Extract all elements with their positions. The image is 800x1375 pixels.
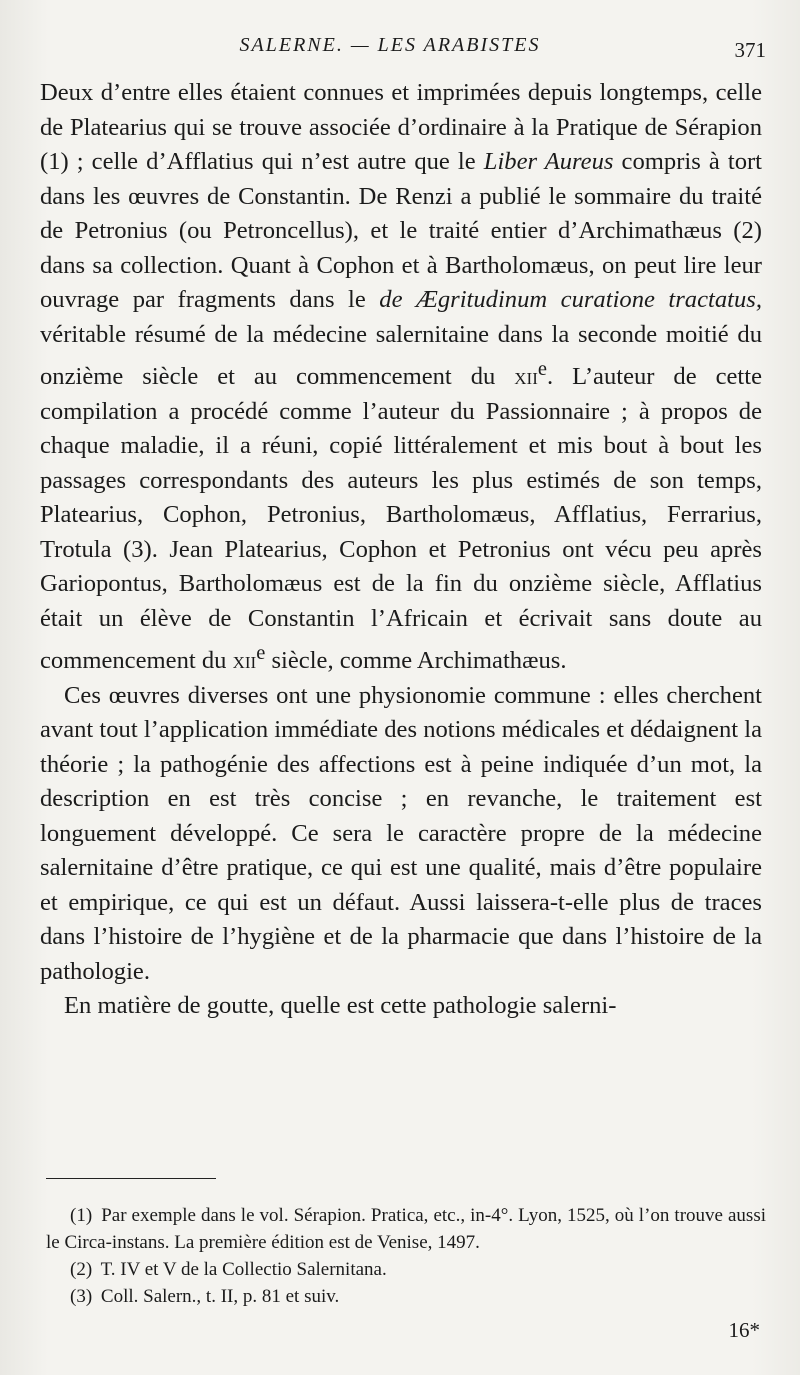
text-run: e bbox=[537, 358, 547, 380]
text-run: Deux d’entre elles étaient connues et imprimées depuis longtemps, celle de Platearius qui se trouve associée d’ordinaire à la Pratique de Sérapion (1) ; celle d’Afflatius qui n’est autre que le bbox=[40, 79, 762, 175]
text-run: . L’auteur de cette compilation a procédé comme l’auteur du Passionnaire ; à propos de chaque maladie, il a réuni, copié littéralement et mis bout à bout les passages correspondants des auteurs les plus estimés de son temps, Platearius, Cophon, Petronius, Bartholomæus, Afflatius, Ferrarius, Trotula (3). Jean Platearius, Cophon et Petronius ont vécu peu après Gariopontus, Bartholomæus est de la fin du onzième siècle, Afflatius était un élève de Constantin l’Africain et écrivait sans doute au commencement du bbox=[40, 363, 762, 675]
italic-text: Liber Aureus bbox=[483, 148, 614, 175]
page-number: 371 bbox=[734, 38, 766, 62]
footnote-number: (1) bbox=[70, 1205, 93, 1226]
footnote-number: (3) bbox=[70, 1286, 93, 1307]
footnote-text: T. IV et V de la Collectio Salernitana. bbox=[96, 1259, 387, 1280]
text-run: xii bbox=[232, 647, 257, 675]
signature-mark: 16* bbox=[728, 1318, 760, 1342]
footnote-number: (2) bbox=[70, 1259, 93, 1280]
footnote-text: Coll. Salern., t. II, p. 81 et suiv. bbox=[96, 1286, 340, 1307]
text-run: compris à tort dans les œuvres de Constantin. De Renzi a publié le sommaire du traité de Petronius (ou Petroncellus), et le traité entier d’Archimathæus (2) dans sa collection. Quant à Cophon et à Bartholomæus, on peut lire leur ouvrage par fragments dans le bbox=[40, 148, 763, 313]
paragraph bbox=[40, 989, 762, 1024]
running-title: SALERNE. — LES ARABISTES bbox=[239, 34, 541, 56]
main-text bbox=[40, 76, 762, 1024]
paragraph bbox=[40, 679, 762, 990]
text-run: siècle, comme Archimathæus. bbox=[265, 647, 567, 675]
text-run: e bbox=[256, 642, 266, 665]
text-run: Ces œuvres diverses ont une physionomie commune : elles cherchent avant tout l’application immédiate des notions médicales et dédaignent la théorie ; la pathogénie des affections est à peine indiquée d’un mot, la description en est très concise ; en revanche, le traitement est longuement développé. Ce sera le caractère propre de la médecine salernitaine d’être pratique, ce qui est une qualité, mais d’être populaire et empirique, ce qui est un défaut. Aussi laissera-t-elle plus de traces dans l’histoire de l’hygiène et de la pharmacie que dans l’histoire de la pathologie. bbox=[40, 681, 762, 985]
italic-text: de Ægritudinum curatione tractatus, bbox=[379, 286, 762, 313]
text-run: véritable résumé de la médecine salernitaine dans la seconde moitié du onzième siècle et au commencement du bbox=[40, 320, 762, 391]
footnote-text: Par exemple dans le vol. Sérapion. Pratica, etc., in-4°. Lyon, 1525, où l’on trouve aussi le Circa-instans. La première édition est de Venise, 1497. bbox=[46, 1205, 766, 1253]
text-run: En matière de goutte, quelle est cette pathologie salerni- bbox=[64, 992, 617, 1020]
footnote bbox=[46, 1202, 766, 1256]
footnote-divider bbox=[46, 1178, 216, 1179]
footnotes bbox=[46, 1202, 766, 1310]
paragraph bbox=[40, 76, 762, 679]
footnote bbox=[46, 1283, 766, 1310]
footnote bbox=[46, 1256, 766, 1283]
text-run: xii bbox=[514, 363, 538, 391]
